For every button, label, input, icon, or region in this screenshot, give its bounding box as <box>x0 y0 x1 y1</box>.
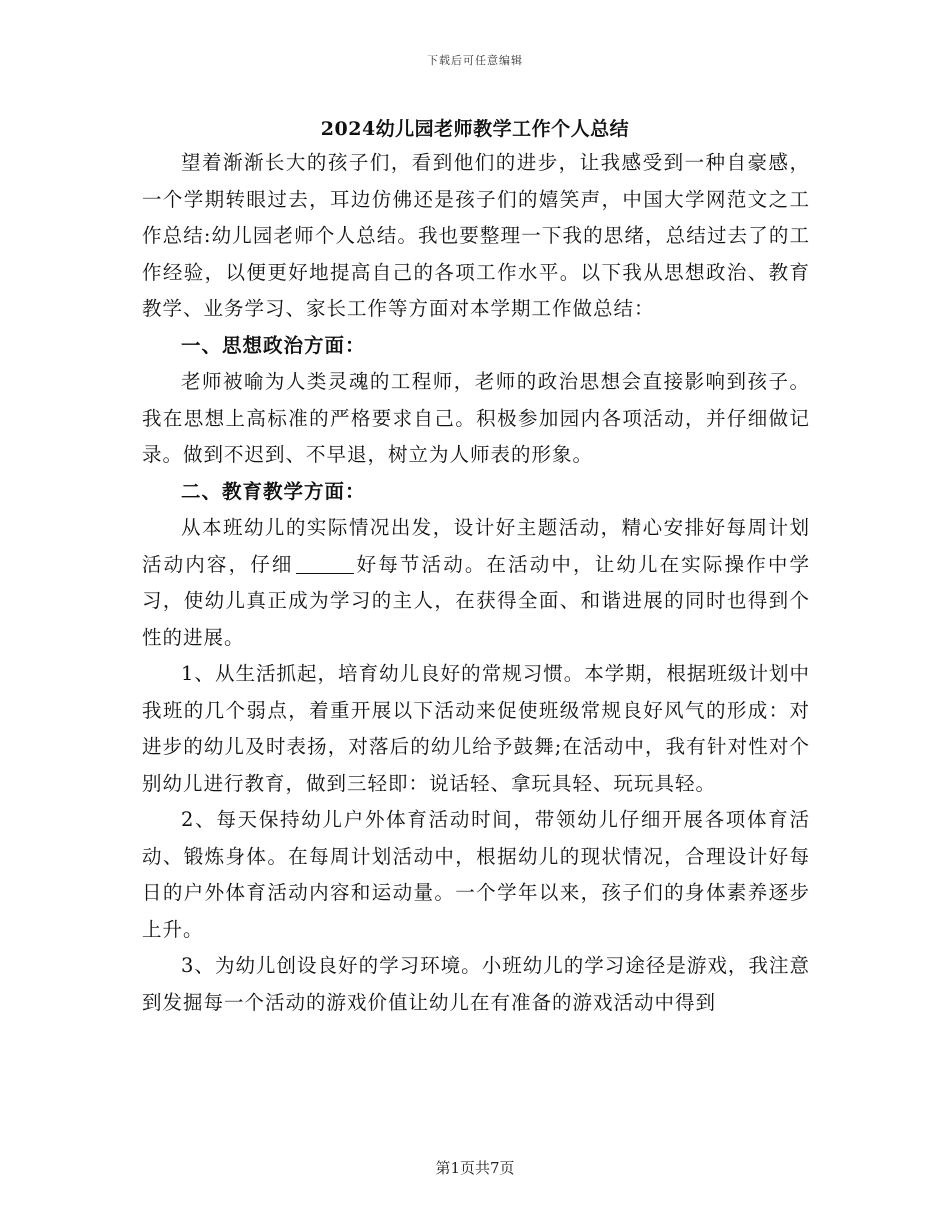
section1-paragraph: 老师被喻为人类灵魂的工程师，老师的政治思想会直接影响到孩子。我在思想上高标准的严格要求自己。积极参加园内各项活动，并仔细做记录。做到不迟到、不早退，树立为人师表的形象。 <box>142 370 810 466</box>
document-body <box>142 145 810 1021</box>
section1-heading: 一、思想政治方面： <box>181 333 366 357</box>
document-title: 2024幼儿园老师教学工作个人总结 <box>320 118 630 140</box>
section2-item3-paragraph: 3、为幼儿创设良好的学习环境。小班幼儿的学习途径是游戏，我注意到发掘每一个活动的游戏价值让幼儿在有准备的游戏活动中得到 <box>142 954 810 1014</box>
fill-in-blank <box>296 553 354 574</box>
intro-paragraph: 望着渐渐长大的孩子们，看到他们的进步，让我感受到一种自豪感，一个学期转眼过去，耳边仿佛还是孩子们的嬉笑声，中国大学网范文之工作总结:幼儿园老师个人总结。我也要整理一下我的思绪，总结过去了的工作经验，以便更好地提高自己的各项工作水平。以下我从思想政治、教育教学、业务学习、家长工作等方面对本学期工作做总结： <box>142 151 810 320</box>
page-header-note: 下载后可任意编辑 <box>427 54 523 67</box>
section2-text-after-blank: 好每节活动。在活动中，让幼儿在实际操作中学习，使幼儿真正成为学习的主人，在获得全面、和谐进展的同时也得到个性的进展。 <box>142 552 810 649</box>
section2-heading: 二、教育教学方面： <box>181 479 366 503</box>
page-footer-number: 第1页共7页 <box>435 1159 515 1177</box>
section2-item2-paragraph: 2、每天保持幼儿户外体育活动时间，带领幼儿仔细开展各项体育活动、锻炼身体。在每周计划活动中，根据幼儿的现状情况，合理设计好每日的户外体育活动内容和运动量。一个学年以来，孩子们的身体素养逐步上升。 <box>142 808 810 941</box>
section2-paragraph <box>142 510 810 656</box>
section2-text-before-blank: 从本班幼儿的实际情况出发，设计好主题活动，精心安排好每周计划活动内容，仔细 <box>142 516 810 576</box>
section2-item1-paragraph: 1、从生活抓起，培育幼儿良好的常规习惯。本学期，根据班级计划中我班的几个弱点，着重开展以下活动来促使班级常规良好风气的形成：对进步的幼儿及时表扬，对落后的幼儿给予鼓舞;在活动中，我有针对性对个别幼儿进行教育，做到三轻即：说话轻、拿玩具轻、玩玩具轻。 <box>142 662 810 795</box>
